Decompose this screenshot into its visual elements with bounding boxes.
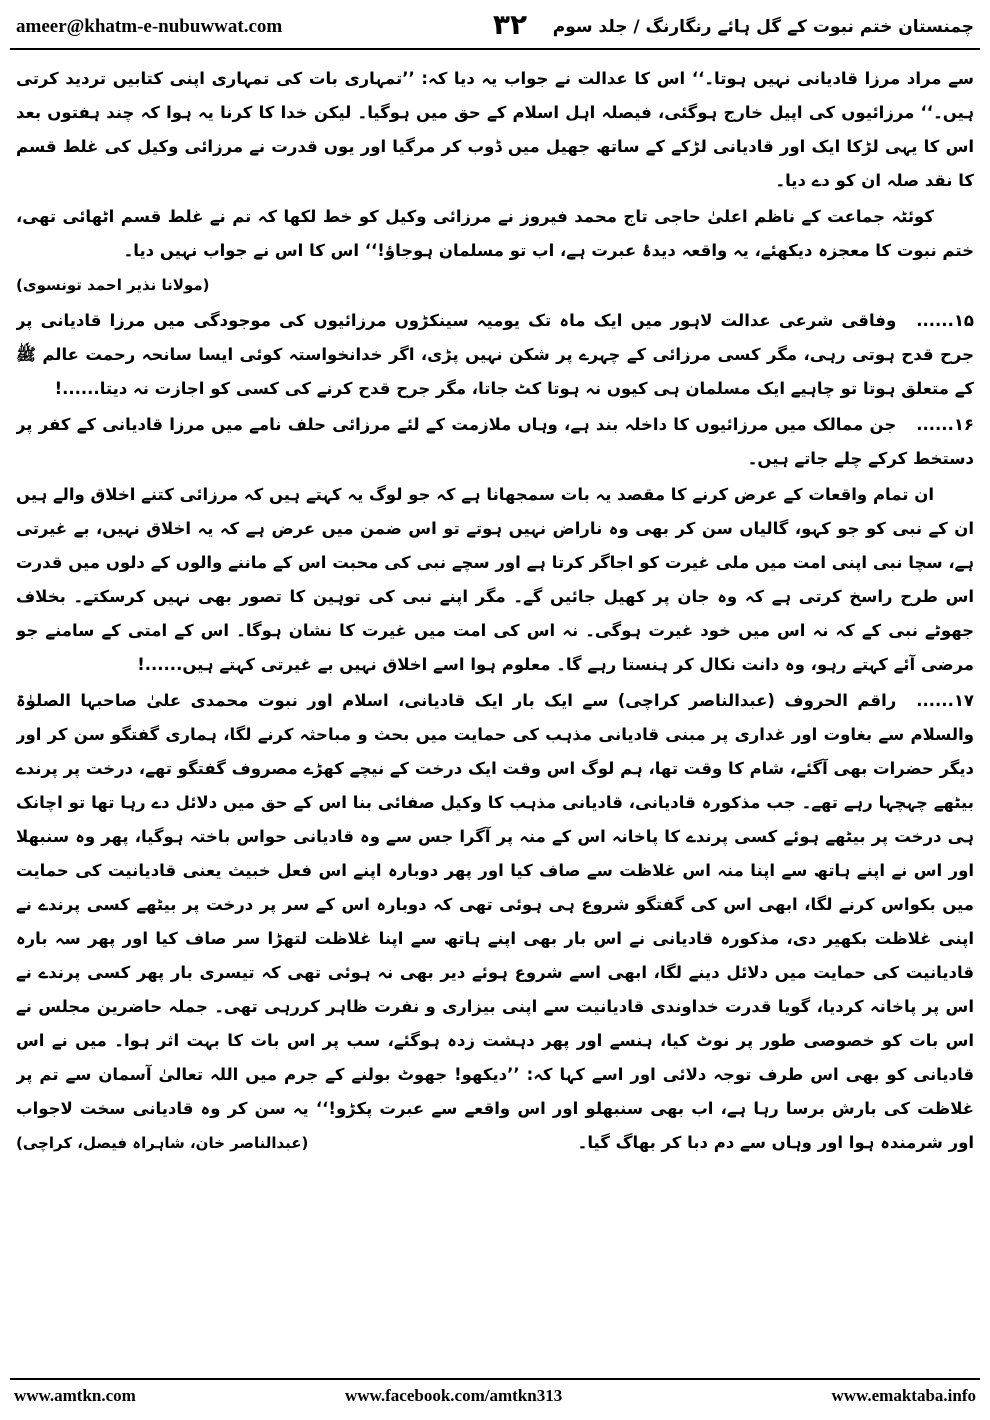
header-email: ameer@khatm-e-nubuwwat.com: [16, 16, 283, 37]
paragraph-1: سے مراد مرزا قادیانی نہیں ہوتا۔‘‘ اس کا عدالت نے جواب یہ دیا کہ: ’’تمہاری بات کی تمہاری اپنی کتابیں تردید کرتی ہیں۔‘‘ مرزائیوں کی اپیل خارج ہوگئی، فیصلہ اہل اسلام کے حق میں ہوگیا۔ لیکن خدا کا کرنا یہ ہوا کہ چند ہفتوں بعد اس کا یہی لڑکا ایک اور قادیانی لڑکے کے ساتھ جھیل میں ڈوب کر مرگیا اور یوں قدرت نے مرزائی وکیل کی غلط قسم کا نقد صلہ ان کو دے دیا۔: [16, 69, 974, 190]
paragraph-5: ان تمام واقعات کے عرض کرنے کا مقصد یہ بات سمجھانا ہے کہ جو لوگ یہ کہتے ہیں کہ مرزائی کتنے اخلاق والے ہیں ان کے نبی کو جو کہو، گالیاں سن کر بھی وہ ناراض نہیں ہوتے تو اس ضمن میں عرض ہے کہ یہ اخلاق نہیں، بے غیرتی ہے، سچا نبی اپنی امت میں ملی غیرت کو اجاگر کرتا ہے اور سچے نبی کی محبت اس کے ماننے والوں کے دلوں میں قدرت اس طرح راسخ کرتی ہے کہ وہ جان پر کھیل جائیں گے۔ مگر اپنے نبی کی توہین کا تصور بھی نہیں کرسکتے۔ بخلاف جھوٹے نبی کے کہ نہ اس میں خود غیرت ہوگی۔ نہ اس کی امت میں غیرت کا نشان ہوگا۔ اس کے امتی کے سامنے جو مرضی آئے کہتے رہو، وہ دانت نکال کر ہنستا رہے گا۔ معلوم ہوا اسے اخلاق نہیں بے غیرتی کہتے ہیں......!: [16, 485, 974, 674]
paragraph-6-text: راقم الحروف (عبدالناصر کراچی) سے ایک بار ایک قادیانی، اسلام اور نبوت محمدی علیٰ صاحبہا الصلوٰۃ والسلام سے بغاوت اور غداری پر مبنی قادیانی مذہب کی حمایت میں بحث و مباحثہ کرنے لگا، ہماری گفتگو سن کر اور دیگر حضرات بھی آگئے، شام کا وقت تھا، ہم لوگ اس وقت ایک درخت کے نیچے کھڑے مصروف گفتگو تھے، درخت پر پرندے بیٹھے چہچہا رہے تھے۔ جب مذکورہ قادیانی، قادیانی مذہب کا وکیل صفائی بنا اس کے حق میں دلائل دے رہا تھا تو اچانک ہی درخت پر بیٹھے ہوئے کسی پرندے کا پاخانہ اس کے منہ پر آگرا جس سے وہ قادیانی حواس باختہ ہوگیا، پھر وہ سنبھلا اور اس نے اپنے ہاتھ سے اپنا منہ اس غلاظت سے صاف کیا اور پھر دوبارہ اپنے اس فعل خبیث یعنی قادیانیت کی حمایت میں بکواس کرنے لگا، ابھی اس کی گفتگو شروع ہی ہوئی تھی کہ دوبارہ اس کے سر پر درخت پر بیٹھے کسی پرندے نے اپنی غلاظت بکھیر دی، مذکورہ قادیانی نے اس بار بھی اپنے ہاتھ سے اپنا غلاظت لتھڑا سر صاف کیا اور پھر سہ بارہ قادیانیت کی حمایت میں دلائل دینے لگا، ابھی اسے شروع ہوئے دیر بھی نہ ہوئی تھی کہ تیسری بار پھر کسی پرندے نے اس پر پاخانہ کردیا، گویا قدرت خداوندی قادیانیت سے اپنی بیزاری و نفرت ظاہر کررہی تھی۔ جملہ حاضرین مجلس نے اس بات کو خصوصی طور پر نوٹ کیا، ہنسے اور پھر دہشت زدہ ہوگئے، سب پر اس بات کا بہت اثر ہوا۔ میں نے اس قادیانی کو بھی اس طرف توجہ دلائی اور اسے کہا کہ: ’’دیکھو! جھوٹ بولنے کے جرم میں اللہ تعالیٰ آسمان سے تم پر غلاظت کی بارش برسا رہا ہے، اب بھی سنبھلو اور اس واقعے سے عبرت پکڑو!‘‘ یہ سن کر وہ قادیانی سخت لاجواب اور شرمندہ ہوا اور وہاں سے دم دبا کر بھاگ گیا۔: [16, 691, 974, 1152]
item-number-15: ۱۵......: [916, 311, 974, 330]
paragraph-3: [16, 304, 974, 406]
paragraph-4-text: جن ممالک میں مرزائیوں کا داخلہ بند ہے، وہاں ملازمت کے لئے مرزائی حلف نامے میں مرزا قادیانی کے کفر پر دستخط کرکے چلے جاتے ہیں۔: [16, 415, 974, 468]
paragraph-2: [16, 200, 974, 302]
footer-link-emaktaba[interactable]: www.emaktaba.info: [831, 1386, 976, 1405]
paragraph-3-text: وفاقی شرعی عدالت لاہور میں ایک ماہ تک یومیہ سینکڑوں مرزائیوں کی موجودگی میں مرزا قادیانی پر جرح قدح ہوتی رہی، مگر کسی مرزائی کے چہرے پر شکن نہیں پڑی، اگر خدانخواستہ کوئی ایسا سانحہ رحمت عالم ﷺ کے متعلق ہوتا تو چاہیے ایک مسلمان ہی کیوں نہ ہوتا کٹ جاتا، مگر جرح قدح کرنے کی کسی کو اجازت نہ دیتا......!: [16, 311, 974, 398]
page-header: [10, 8, 980, 50]
page-body: [16, 62, 974, 1362]
page-number: ۳۲: [492, 8, 528, 41]
item-number-16: ۱۶......: [916, 415, 974, 434]
book-title: چمنستان ختم نبوت کے گل ہائے رنگارنگ / جلد سوم: [552, 17, 974, 37]
paragraph-2-text: کوئٹہ جماعت کے ناظم اعلیٰ حاجی تاج محمد فیروز نے مرزائی وکیل کو خط لکھا کہ تم نے غلط قسم اٹھائی تھی، ختم نبوت کا معجزہ دیکھئے، یہ واقعہ دیدۂ عبرت ہے، اب تو مسلمان ہوجاؤ!‘‘ اس کا اس نے جواب نہیں دیا۔: [16, 207, 974, 260]
paragraph-4: [16, 408, 974, 476]
item-number-17: ۱۷......: [916, 691, 974, 710]
page-footer: [10, 1378, 980, 1414]
paragraph-6-reference: (عبدالناصر خان، شاہراہ فیصل، کراچی): [16, 1134, 309, 1152]
paragraph-6: [16, 684, 974, 1160]
footer-link-facebook[interactable]: www.facebook.com/amtkn313: [345, 1386, 563, 1405]
paragraph-2-reference: (مولانا نذیر احمد تونسوی): [16, 276, 210, 294]
footer-link-amtkn[interactable]: www.amtkn.com: [14, 1386, 136, 1405]
